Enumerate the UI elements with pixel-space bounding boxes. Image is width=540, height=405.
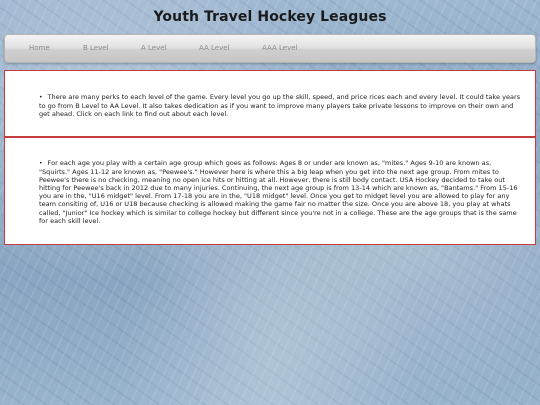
nav-item-aaa-level[interactable]: AAA Level [262,44,298,52]
intro-paragraph [39,93,521,118]
bullet-icon: • [39,94,43,101]
page-title: Youth Travel Hockey Leagues [153,9,387,25]
age-groups-paragraph [39,159,521,225]
intro-panel [4,70,536,137]
nav-item-aa-level[interactable]: AA Level [199,44,230,52]
nav-item-home[interactable]: Home [29,44,50,52]
intro-text: There are many perks to each level of the game. Every level you go up the skill, speed, and price rices each and every level. It could take years to go from B Level to AA Level. It also takes dedication as if you want to improve many players take private lessons to improve on their own and get ahead. Click on each link to find out about each level. [39,93,521,119]
nav-item-b-level[interactable]: B Level [83,44,109,52]
nav-bar [4,34,536,63]
nav-item-a-level[interactable]: A Level [141,44,167,52]
age-groups-text: For each age you play with a certain age group which goes as follows: Ages 8 or under are known as, "mites." Ages 9-10 are known as, "Squirts." Ages 11-12 are known as, "Peewee's." However here is where this a big leap when you get into the next age group. From mites to Peewee's there is no checking, meaning no open ice hits or hitting at all. However, there is still body contact. USA Hockey decided to take out hitting for Peewee's back in 2012 due to many injuries. Continuing, the next age group is from 13-14 which are known as, "Bantams." From 15-16 you are in the, "U16 midget" level. From 17-18 you are in the, "U18 midget" level. Once you get to midget level you are allowed to play for any team consiting of, U16 or U18 because checking is allowed making the game fair no matter the size. Once you are above 18, you play at whats called, "Junior" Ice hockey which is similar to college hockey but different since you're not in a college. These are the age groups that is the same for each skill level. [39,159,518,225]
age-groups-panel [4,137,536,245]
bullet-icon: • [39,160,43,167]
